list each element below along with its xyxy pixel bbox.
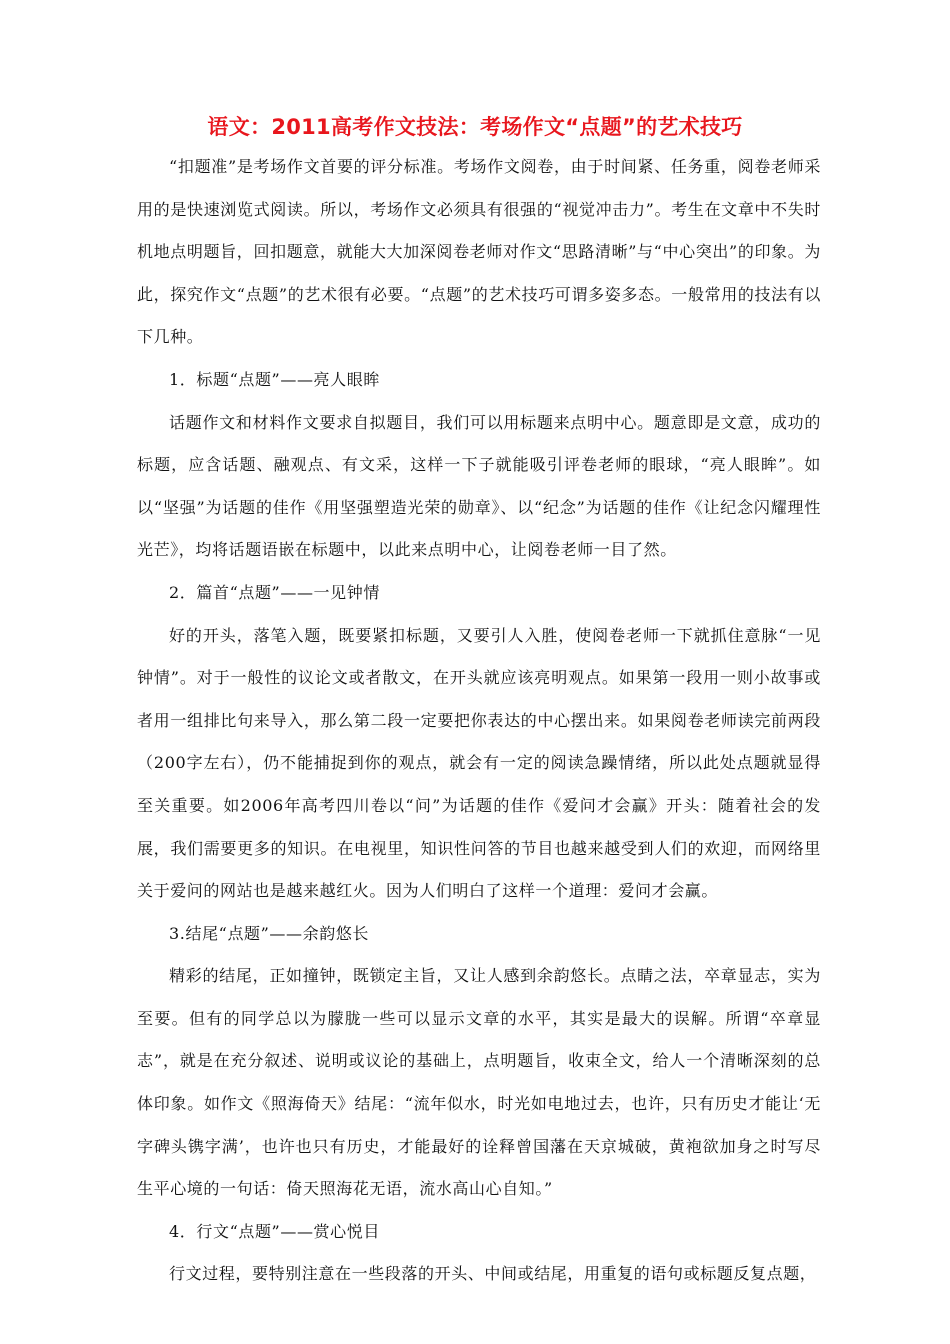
document-title: 语文：2011高考作文技法：考场作文“点题”的艺术技巧 [207,115,743,139]
section-heading-4: 4．行文“点题”——赏心悦目 [169,1221,380,1241]
section-4-paragraph: 行文过程，要特别注意在一些段落的开头、中间或结尾，用重复的语句或标题反复点题， [169,1264,817,1284]
section-1-paragraph: 话题作文和材料作文要求自拟题目，我们可以用标题来点明中心。题意即是文意，成功的标题，应含话题、融观点、有文采，这样一下子就能吸引评卷老师的眼球，“亮人眼眸”。如以“坚强”为话题的佳作《用坚强塑造光荣的勋章》、以“纪念”为话题的佳作《让纪念闪耀理性光芒》，均将话题语嵌在标题中，以此来点明中心，让阅卷老师一目了然。 [137,412,821,560]
section-heading-1: 1．标题“点题”——亮人眼眸 [169,369,380,389]
section-2-paragraph: 好的开头，落笔入题，既要紧扣标题，又要引人入胜，使阅卷老师一下就抓住意脉“一见钟情”。对于一般性的议论文或者散文，在开头就应该亮明观点。如果第一段用一则小故事或者用一组排比句来导入，那么第二段一定要把你表达的中心摆出来。如果阅卷老师读完前两段（200字左右），仍不能捕捉到你的观点，就会有一定的阅读急躁情绪，所以此处点题就显得至关重要。如2006年高考四川卷以“问”为话题的佳作《爱问才会赢》开头：随着社会的发展，我们需要更多的知识。在电视里，知识性问答的节目也越来越受到人们的欢迎，而网络里关于爱问的网站也是越来越红火。因为人们明白了这样一个道理：爱问才会赢。 [137,625,821,901]
section-heading-2: 2．篇首“点题”——一见钟情 [169,582,380,602]
section-heading-3: 3.结尾“点题”——余韵悠长 [169,923,370,943]
document-body [137,146,821,1296]
section-3-paragraph: 精彩的结尾，正如撞钟，既锁定主旨，又让人感到余韵悠长。点睛之法，卒章显志，实为至要。但有的同学总以为朦胧一些可以显示文章的水平，其实是最大的误解。所谓“卒章显志”，就是在充分叙述、说明或议论的基础上，点明题旨，收束全文，给人一个清晰深刻的总体印象。如作文《照海倚天》结尾：“流年似水，时光如电地过去，也许，只有历史才能让‘无字碑头镌字满’，也许也只有历史，才能最好的诠释曾国藩在天京城破，黄袍欲加身之时写尽生平心境的一句话：倚天照海花无语，流水高山心自知。” [137,966,821,1199]
intro-paragraph: “扣题准”是考场作文首要的评分标准。考场作文阅卷，由于时间紧、任务重，阅卷老师采用的是快速浏览式阅读。所以，考场作文必须具有很强的“视觉冲击力”。考生在文章中不失时机地点明题旨，回扣题意，就能大大加深阅卷老师对作文“思路清晰”与“中心突出”的印象。为此，探究作文“点题”的艺术很有必要。“点题”的艺术技巧可谓多姿多态。一般常用的技法有以下几种。 [137,157,821,347]
